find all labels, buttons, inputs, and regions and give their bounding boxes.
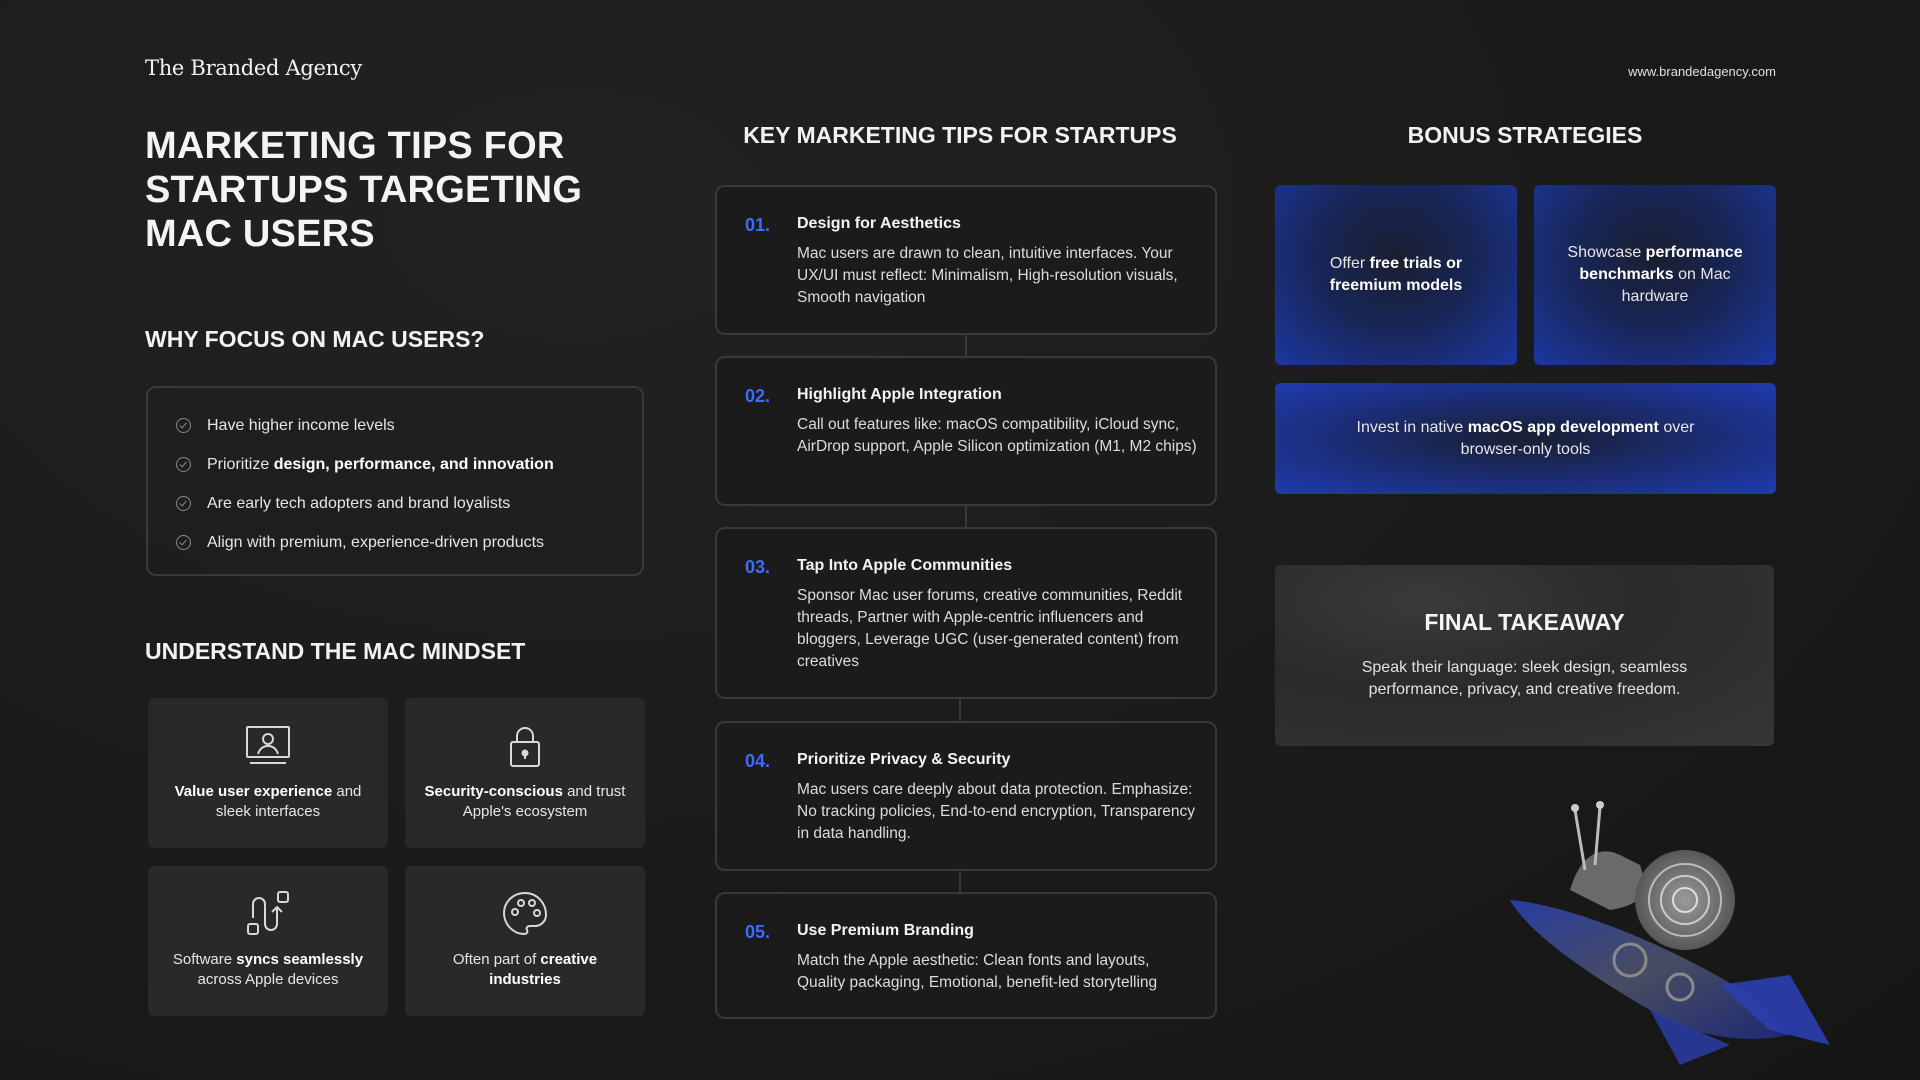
- bonus-card-text-pre: Offer: [1329, 255, 1370, 272]
- check-circle-icon: [176, 496, 191, 511]
- why-item-text: Are early tech adopters and brand loyalists: [207, 494, 511, 512]
- takeaway-heading: FINAL TAKEAWAY: [1424, 609, 1625, 635]
- check-circle-icon: [176, 535, 191, 550]
- why-list: [148, 388, 642, 562]
- tip-description: Mac users are drawn to clean, intuitive interfaces. Your UX/UI must reflect: Minimalism, High-resolution visuals, Smooth navigation: [797, 245, 1178, 306]
- tip-card-2: [715, 356, 1217, 506]
- mindset-heading: UNDERSTAND THE MAC MINDSET: [145, 638, 526, 664]
- why-item: [176, 445, 642, 484]
- brand-url[interactable]: www.brandedagency.com: [1628, 64, 1776, 79]
- bonus-card-text: [1346, 417, 1706, 461]
- device-sync-icon: [244, 890, 292, 938]
- tip-description: Mac users care deeply about data protection. Emphasize: No tracking policies, End-to-end encryption, Transparency in data handling.: [797, 781, 1196, 842]
- tip-title: Prioritize Privacy & Security: [797, 751, 1011, 768]
- key-tips-heading: KEY MARKETING TIPS FOR STARTUPS: [743, 122, 1177, 148]
- why-item: [176, 523, 642, 562]
- tip-title: Design for Aesthetics: [797, 215, 961, 232]
- takeaway-text: Speak their language: sleek design, seamless performance, privacy, and creative freedom.: [1361, 659, 1688, 698]
- mindset-card-text-bold: creative industries: [489, 951, 598, 988]
- tip-description: Match the Apple aesthetic: Clean fonts and layouts, Quality packaging, Emotional, benefit-led storytelling: [797, 952, 1158, 991]
- tip-description: Call out features like: macOS compatibility, iCloud sync, AirDrop support, Apple Silicon optimization (M1, M2 chips): [797, 416, 1197, 455]
- tip-number: 02.: [745, 386, 771, 406]
- brand-logo: The Branded Agency: [145, 56, 362, 80]
- why-list-box: [146, 386, 644, 576]
- tip-title: Use Premium Branding: [797, 922, 974, 939]
- tip-connector: [959, 699, 961, 721]
- mindset-card-user-experience: [148, 698, 388, 848]
- why-heading: WHY FOCUS ON MAC USERS?: [145, 326, 485, 352]
- mindset-card-text-bold: syncs seamlessly: [236, 951, 364, 968]
- tip-number: 03.: [745, 557, 771, 577]
- mindset-card-text-bold: Security-conscious: [424, 783, 563, 800]
- why-item-text: Align with premium, experience-driven products: [207, 533, 545, 551]
- bonus-card-text-pre: Invest in native: [1356, 418, 1468, 436]
- mindset-card-text: [419, 950, 631, 990]
- tip-title: Highlight Apple Integration: [797, 386, 1002, 403]
- tip-number: 01.: [745, 215, 771, 235]
- tip-card-3: [715, 527, 1217, 699]
- tip-number: 05.: [745, 922, 771, 942]
- tip-card-5: [715, 892, 1217, 1019]
- mindset-card-text-rest: across Apple devices: [197, 971, 339, 988]
- bonus-card-text-rest: over browser-only tools: [1460, 418, 1695, 458]
- why-item-text: [207, 456, 554, 474]
- bonus-card-benchmarks: [1534, 185, 1776, 365]
- mindset-card-text-rest: and trust Apple's ecosystem: [462, 783, 626, 820]
- bonus-card-text-pre: Showcase: [1567, 244, 1646, 261]
- palette-icon: [501, 890, 549, 938]
- check-circle-icon: [176, 457, 191, 472]
- mindset-card-security: [405, 698, 645, 848]
- check-circle-icon: [176, 418, 191, 433]
- user-monitor-icon: [244, 722, 292, 770]
- why-item-text: Have higher income levels: [207, 416, 395, 434]
- final-takeaway-card: [1275, 565, 1774, 746]
- bonus-card-text-bold: performance benchmarks: [1579, 244, 1743, 283]
- bonus-card-text-rest: on Mac hardware: [1621, 266, 1731, 305]
- why-item: [176, 484, 642, 523]
- tip-description: Sponsor Mac user forums, creative communities, Reddit threads, Partner with Apple-centric influencers and bloggers, Leverage UGC (user-generated content) from creatives: [797, 587, 1183, 670]
- bonus-card-text: [1558, 242, 1752, 308]
- mindset-card-sync: [148, 866, 388, 1016]
- page-title: MARKETING TIPS FOR STARTUPS TARGETING MAC USERS: [145, 125, 583, 255]
- mindset-card-text-pre: Often part of: [452, 951, 541, 968]
- tip-connector: [965, 506, 967, 527]
- snail-rocket-illustration: [1490, 795, 1920, 1080]
- why-item-text-pre: Prioritize: [207, 455, 274, 473]
- bonus-card-text-bold: macOS app development: [1467, 418, 1659, 436]
- mindset-card-text-pre: Software: [172, 951, 237, 968]
- tip-card-4: [715, 721, 1217, 871]
- why-item-text-bold: design, performance, and innovation: [273, 455, 554, 473]
- tip-connector: [959, 871, 961, 892]
- lock-icon: [501, 722, 549, 770]
- mindset-card-text-rest: and sleek interfaces: [215, 783, 362, 820]
- tip-connector: [965, 335, 967, 356]
- mindset-card-creative: [405, 866, 645, 1016]
- mindset-card-text: [419, 782, 631, 822]
- bonus-heading: BONUS STRATEGIES: [1407, 122, 1643, 148]
- bonus-card-free-trials: [1275, 185, 1517, 365]
- mindset-card-text-bold: Value user experience: [174, 783, 333, 800]
- bonus-card-text-bold: free trials or freemium models: [1329, 255, 1463, 294]
- bonus-card-text: [1299, 253, 1493, 297]
- tip-number: 04.: [745, 751, 771, 771]
- mindset-card-text: [162, 950, 374, 990]
- mindset-card-text: [162, 782, 374, 822]
- why-item: [176, 406, 642, 445]
- tip-card-1: [715, 185, 1217, 335]
- bonus-card-native-app: [1275, 383, 1776, 494]
- tip-title: Tap Into Apple Communities: [797, 557, 1013, 574]
